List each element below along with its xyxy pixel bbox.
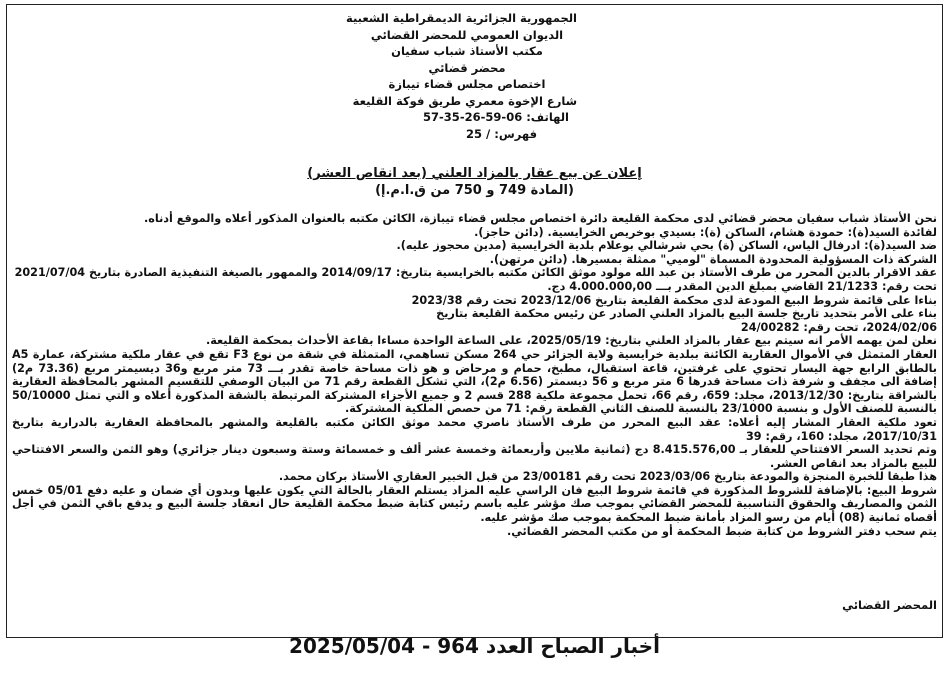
body-paragraph: لفائدة السيد(ة): حمودة هشام، الساكن (ة): بسيدي بوخريص الخرايسية. (دائن حاجز).	[474, 225, 937, 239]
body-paragraph: 2024/02/06، تحت رقم: 24/00282	[740, 320, 937, 334]
body-paragraph: بناء على الأمر بتحديد تاريخ جلسة البيع بالمزاد العلني الصادر عن رئيس محكمة القليعة بتاريخ	[436, 307, 937, 321]
title-article: (المادة 749 و 750 من ق.ا.م.إ)	[375, 183, 574, 198]
body-paragraph: وتم تحديد السعر الافتتاحي للعقار بـ 8.415.576,00 دج (ثمانية ملايين وأربعمائة وخمسة عشر ألف و خمسمائة وستة وسبعون دينار جزائري) وهو الثمن والسعر الافتتاحي للبيع بالمزاد بعد انقاص العشر.	[12, 443, 937, 470]
body-paragraph: بناءا على قائمة شروط البيع المودعة لدى محكمة القليعة بتاريخ 2023/12/06 تحت رقم 2023/38	[411, 293, 937, 307]
header-line-office: الديوان العمومي للمحضر القضائي	[370, 27, 564, 42]
body-paragraph: عقد الاقرار بالدين المحرر من طرف الأستاذ بن عبد الله مولود موثق الكائن مكتبه بالخرايسية بتاريخ: 2014/09/17 والممهور بالصيغة التنفيذية الصادرة بتاريخ 2021/07/04	[14, 266, 937, 280]
body-paragraph: تحت رقم: 21/1233 القاضي بمبلغ الدين المقدر بـــ 4.000.000,00 دج.	[547, 279, 937, 293]
header-line-address: شارع الإخوة معمري طريق فوكة القليعة	[352, 93, 577, 108]
body-paragraph: شروط البيع: بالإضافة للشروط المذكورة في قائمة شروط البيع فان الراسي عليه المزاد يستلم العقار بالحالة التي يكون عليها وبدون أي ضمان و عليه دفع 05/01 خمس الثمن والمصاريف والحقوق التناسبية للمحضر القضائي بموجب صك مؤشر عليه باسم رئيس كتابة ضبط محكمة القليعة حال انعقاد جلسة البيع و يدفع باقي الثمن في أجل أقصاه ثمانية (08) أيام من رسو المزاد بأمانة ضبط المحكمة بموجب صك مؤشر عليه.	[12, 483, 937, 525]
signature-label: المحضر القضائي	[842, 598, 937, 612]
header-line-index: فهرس: / 25	[466, 126, 537, 141]
body-paragraph: نعلن لمن يهمه الأمر انه سيتم بيع عقار بالمزاد العلني بتاريخ: 2025/05/19، على الساعة الواحدة مساءا بقاعة الأحداث بمحكمة القليعة.	[205, 334, 937, 348]
body-paragraph: تعود ملكية العقار المشار إليه أعلاه: عقد البيع المحرر من طرف الأستاذ ناصري محمد موثق الكائن مكتبه بالقليعة والمشهر بالمحافظة العقارية بالدرارية بتاريخ 2017/10/31، مجلد: 160، رقم: 39	[12, 415, 937, 443]
title-main: إعلان عن بيع عقار بالمزاد العلني (بعد انقاص العشر)	[307, 166, 642, 181]
body-paragraph: العقار المتمثل في الأموال العقارية الكائنة ببلدية خرايسية ولاية الجزائر حي 264 مسكن تساهمي، المتمثلة في شقة من نوع F3 تقع في عقار ملكية مشتركة، عمارة A5 بالطابق الرابع جهة اليسار تحتوي على غرفتين، قاعة استقبال، مطبخ، حمام و مرحاض و هو ذات مساحة خاصة تقدر بـــ 73 متر مربع و36 ديسيمتر مربع (73.36 م2) إضافة الى مجفف و شرفة ذات مساحة قدرها 6 متر مربع و 56 ديسمتر (6.56 م2)، التي تشكل القطعة رقم 71 من البيان الوصفي للتقسيم المشهر بالمحافظة العقارية بالشراقة بتاريخ: 2013/12/30، مجلد: 659، رقم 66، تحمل مجموعة ملكية 288 قسم 2 و جميع الأجزاء المشتركة المرتبطة بالشقة المذكورة أعلاه و التي تمثل 50/10000 بالنسبة للصنف الأول و بنسبة 23/1000 بالنسبة للصنف الثاني القطعة رقم: 71 من حصص الملكية المشتركة.	[12, 347, 937, 416]
body-paragraph: ضد السيد(ة): ادرفال الياس، الساكن (ة) بحي شرشالي بوعلام بلدية الخرايسية (مدين محجوز عليه).	[396, 239, 937, 253]
header-line-phone: الهاتف: 06-59-26-35-57	[423, 110, 569, 124]
body-paragraph: الشركة ذات المسؤولية المحدودة المسماة "لوميي" ممثلة بمسيرها. (دائن مرتهن).	[489, 252, 937, 266]
newspaper-footer: أخبار الصباح العدد 964 - 2025/05/04	[289, 634, 660, 658]
header-line-country: الجمهورية الجزائرية الديمقراطية الشعبية	[345, 11, 577, 25]
issuer-header	[345, 10, 577, 142]
body-paragraph: نحن الأستاذ شباب سفيان محضر قضائي لدى محكمة القليعة دائرة اختصاص مجلس قضاء تيبازة، الكائن مكتبه بالعنوان المذكور أعلاه والموقع أدناه.	[144, 212, 937, 225]
header-line-jurisdiction: اختصاص مجلس قضاء تيبازة	[388, 77, 546, 91]
body-paragraph: هذا طبقا للخبرة المنجزة والمودعة بتاريخ 2023/03/06 تحت رقم 23/00181 من قبل الخبير العقاري الأستاذ بركان محمد.	[278, 470, 937, 484]
body-paragraph: يتم سحب دفتر الشروط من كتابة ضبط المحكمة أو من مكتب المحضر القضائي.	[506, 524, 937, 538]
header-line-bailiff: مكتب الأستاذ شباب سفيان	[391, 44, 543, 58]
announcement-title	[0, 165, 949, 199]
header-line-role: محضر قضائي	[428, 60, 506, 75]
announcement-body	[12, 212, 937, 538]
